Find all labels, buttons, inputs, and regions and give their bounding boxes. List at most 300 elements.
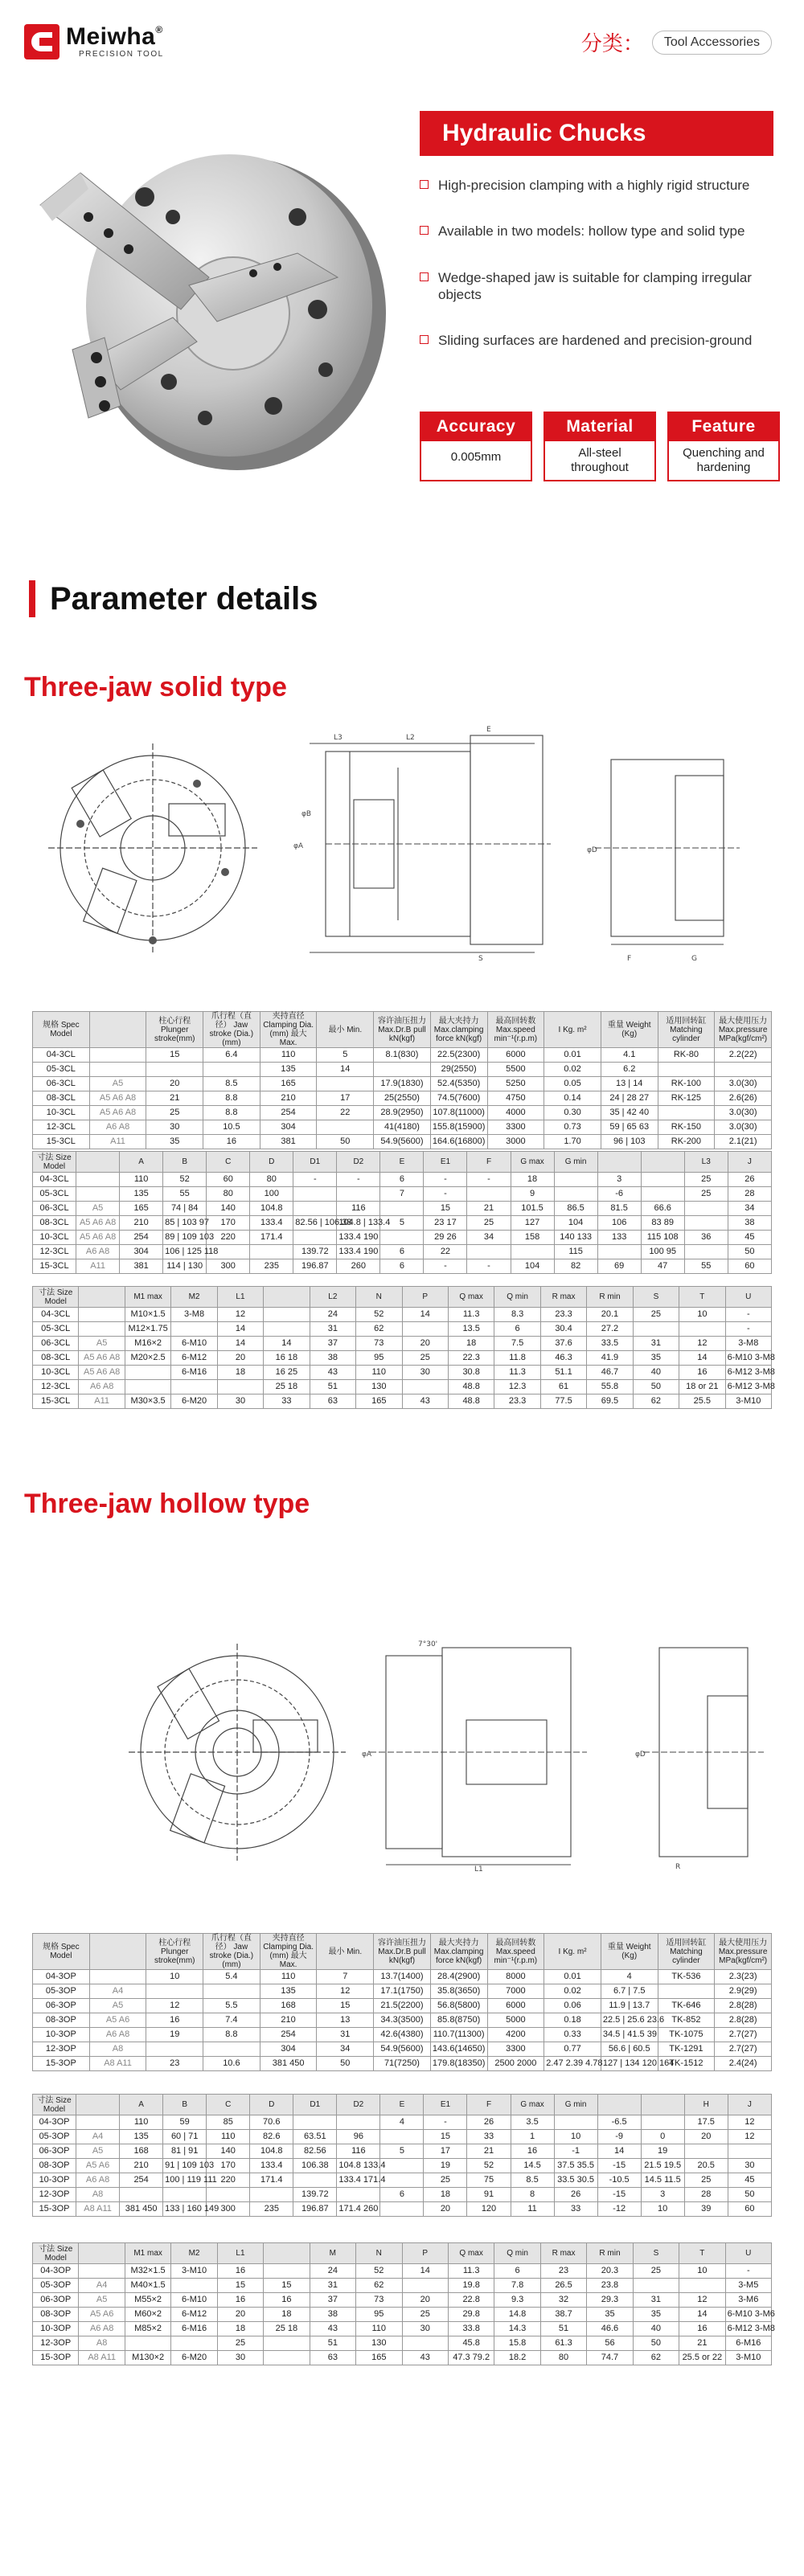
table-cell: 3-M10 [725,1394,771,1409]
table-cell: 34.5 | 41.5 39 [601,2028,658,2042]
table-cell: 50 [317,2057,374,2071]
table-cell: 12 [728,2115,771,2130]
table-cell: 0.02 [544,1984,601,1999]
table-cell [380,1231,424,1245]
table-cell: 52 [356,1308,402,1322]
table-cell: A8 A11 [89,2057,146,2071]
table-cell: 130 [356,1380,402,1394]
table-cell: 14.8 [494,2308,540,2322]
table-header-cell: U [725,2243,771,2264]
table-cell: 6-M12 [171,1351,217,1366]
table-cell: 2.6(26) [715,1091,772,1106]
table-cell [679,1322,725,1337]
table-cell: 16 [203,1135,260,1149]
table-cell: 4750 [487,1091,544,1106]
table-cell: 20 [684,2130,728,2144]
table-cell: 26 [728,1173,771,1187]
table-cell [380,2202,424,2217]
table-cell: 55.8 [587,1380,633,1394]
table-cell: 10 [679,2264,725,2279]
table-cell: 6 [380,1245,424,1259]
table-header-cell: D [250,1152,293,1173]
table-cell: 127 | 134 120 164 [601,2057,658,2071]
table-cell: 5 [380,2144,424,2159]
table-cell: 18 [448,1337,494,1351]
table-cell [467,1187,511,1202]
table-cell: 25.5 or 22 [679,2351,725,2365]
table-header-cell: P [402,1287,448,1308]
table-cell: 35 [633,1351,679,1366]
table-cell [171,1322,217,1337]
table-cell: 30.4 [540,1322,586,1337]
svg-text:L3: L3 [334,734,343,742]
table-cell: 35.8(3650) [430,1984,487,1999]
table-cell: 300 [207,2202,250,2217]
table-cell: 15 [317,1999,374,2013]
table-cell [89,1970,146,1984]
table-row [33,2264,772,2279]
table-cell: 16 [217,2293,263,2308]
table-cell: 135 [120,2130,163,2144]
table-cell: 12 [728,2130,771,2144]
table-cell [511,1245,554,1259]
table-header-cell: 最大使用压力 Max.pressure MPa(kgf/cm²) [715,1934,772,1970]
table-cell: 38.7 [540,2308,586,2322]
table-cell: 86.5 [554,1202,597,1216]
table-row [33,2130,772,2144]
table-row [33,2279,772,2293]
table-cell: 80 [250,1173,293,1187]
table-cell: 10-3CL [33,1231,76,1245]
table-cell: 6-M12 [171,2308,217,2322]
table-cell: 6-M10 [171,1337,217,1351]
table-cell: 51 [310,2336,355,2351]
table-header-cell: P [402,2243,448,2264]
table-cell: 1.70 [544,1135,601,1149]
table-cell: 05-3CL [33,1063,90,1077]
table-header-cell: G min [554,1152,597,1173]
table-cell: 16 [679,1366,725,1380]
table-cell: 15-3OP [33,2057,90,2071]
table-cell: A5 A6 A8 [76,1231,120,1245]
table-row [33,2028,772,2042]
table-cell: A5 A6 [89,2013,146,2028]
table-cell: 43 [402,1394,448,1409]
table-cell: 17.5 [684,2115,728,2130]
table-cell: M32×1.5 [125,2264,170,2279]
table-cell: A6 A8 [89,1120,146,1135]
table-row [33,1380,772,1394]
table-cell: 10.6 [203,2057,260,2071]
table-cell: 6-M10 3-M8 [725,1351,771,1366]
table-cell: 139.72 [293,1245,337,1259]
table-cell: 0.01 [544,1970,601,1984]
table-cell: 9 [511,1187,554,1202]
table-cell: 14 [402,2264,448,2279]
table-cell: 106 [597,1216,641,1231]
table-cell: 6.2 [601,1063,658,1077]
table-cell: 20 [217,1351,263,1366]
table-cell: - [725,1322,771,1337]
table-header-cell: 规格 Spec Model [33,1934,90,1970]
table-row [33,1351,772,1366]
table-cell: 08-3OP [33,2013,90,2028]
table-cell [715,1063,772,1077]
table-header-cell [79,1287,125,1308]
table-cell: RK-125 [658,1091,715,1106]
table-cell: -6 [597,1187,641,1202]
table-cell: 254 [120,2173,163,2188]
table-cell [633,2279,679,2293]
table-cell: 304 [120,1245,163,1259]
table-cell: 171.4 [250,2173,293,2188]
table-cell: 43 [310,1366,355,1380]
table-cell: 12-3OP [33,2188,76,2202]
table-cell: 50 [728,1245,771,1259]
table-cell: 104.8 [250,2144,293,2159]
table-cell [146,1984,203,1999]
heading-solid-type: Three-jaw solid type [24,672,287,702]
table-cell: 08-3CL [33,1351,79,1366]
table-cell: 43 [310,2322,355,2336]
table-cell: A6 A8 [76,2173,120,2188]
table-cell: 25 [402,2308,448,2322]
table-cell: 5 [380,1216,424,1231]
table-header-cell: R max [540,2243,586,2264]
badge-feature: Feature Quenching and hardening [667,412,780,481]
table-cell: 14 [264,1337,310,1351]
table-cell: 30 [146,1120,203,1135]
table-cell [293,1187,337,1202]
table-cell: 0.02 [544,1063,601,1077]
table-cell: 110 [356,2322,402,2336]
table-cell: 140 133 [554,1231,597,1245]
table-cell: 12 [317,1984,374,1999]
table-cell: 110 [260,1048,317,1063]
table-cell: 12-3CL [33,1120,90,1135]
table-cell: 11.3 [448,1308,494,1322]
table-cell: 100 [250,1187,293,1202]
table-header-cell: 柱心行程 Plunger stroke(mm) [146,1934,203,1970]
table-cell: 2.2(22) [715,1048,772,1063]
table-cell: 06-3CL [33,1202,76,1216]
table-cell: 28 [728,1187,771,1202]
table-cell [89,1048,146,1063]
table-cell: 30 [217,2351,263,2365]
table-header-cell: H [684,2095,728,2115]
table-cell: 61.3 [540,2336,586,2351]
table-cell [337,1187,380,1202]
table-header-cell: 重量 Weight (Kg) [601,1934,658,1970]
table-cell: -9 [597,2130,641,2144]
table-cell: 127 [511,1216,554,1231]
hollow-spec-table [32,1933,772,2071]
table-cell: 115 [554,1245,597,1259]
table-cell: 304 [260,1120,317,1135]
table-cell: 31 [633,2293,679,2308]
table-cell: 4 [380,2115,424,2130]
table-cell: 6-M16 [171,2322,217,2336]
table-cell: 10 [554,2130,597,2144]
table-cell: 3300 [487,2042,544,2057]
table-cell: 04-3CL [33,1308,79,1322]
hollow-rear-section-drawing [627,1632,788,1873]
table-cell [250,1245,293,1259]
table-cell [337,2115,380,2130]
table-cell: 110 [120,2115,163,2130]
table-cell: 46.6 [587,2322,633,2336]
table-cell: 25 [146,1106,203,1120]
table-cell: 139.72 [293,2188,337,2202]
table-cell: 70.6 [250,2115,293,2130]
table-cell: A11 [76,1259,120,1274]
table-cell: 0.73 [544,1120,601,1135]
table-cell: 45 [728,2173,771,2188]
svg-text:R: R [675,1863,681,1871]
table-cell: 62 [356,2279,402,2293]
table-cell: 164.6(16800) [430,1135,487,1149]
table-cell: 14 [679,2308,725,2322]
table-cell: M60×2 [125,2308,170,2322]
table-header-cell: R min [587,2243,633,2264]
table-cell: 20.5 [684,2159,728,2173]
table-cell: A5 [79,1337,125,1351]
table-cell: 40 [633,2322,679,2336]
table-cell [658,1063,715,1077]
table-cell: 63 [310,2351,355,2365]
table-cell: 168 [120,2144,163,2159]
table-cell: 22 [424,1245,467,1259]
table-cell: 8 [511,2188,554,2202]
table-cell: 12-3CL [33,1245,76,1259]
table-cell: 106 | 125 118 [163,1245,207,1259]
table-cell: 165 [260,1077,317,1091]
table-row [33,2351,772,2365]
table-cell [679,2279,725,2293]
table-header-cell [76,1152,120,1173]
table-header-cell [89,1012,146,1048]
table-cell: 29(2550) [430,1063,487,1077]
table-cell: 20 [424,2202,467,2217]
table-cell: 85 | 103 97 [163,1216,207,1231]
table-cell: 33 [264,1394,310,1409]
table-cell: 41(4180) [374,1120,431,1135]
table-cell [633,1322,679,1337]
table-cell: -1 [554,2144,597,2159]
table-cell: 6 [380,1173,424,1187]
table-cell: 39 [684,2202,728,2217]
table-cell: TK-536 [658,1970,715,1984]
table-cell [79,2264,125,2279]
table-cell [597,1245,641,1259]
table-cell [293,2173,337,2188]
table-header-cell: G max [511,1152,554,1173]
table-header-cell: A [120,2095,163,2115]
table-row [33,1077,772,1091]
table-cell: 110 [120,1173,163,1187]
table-cell: 51 [310,1380,355,1394]
table-cell: 59 | 65 63 [601,1120,658,1135]
table-cell: 16 25 [264,1366,310,1380]
table-cell: 6-M20 [171,2351,217,2365]
table-cell: 220 [207,2173,250,2188]
table-cell: 235 [250,1259,293,1274]
table-cell: 56.6 | 60.5 [601,2042,658,2057]
table-cell: M16×2 [125,1337,170,1351]
table-cell: 8.8 [203,1106,260,1120]
table-header-cell: 寸法 Size Model [33,1152,76,1173]
table-cell: A8 A11 [76,2202,120,2217]
table-cell: 20 [217,2308,263,2322]
table-cell: 5000 [487,2013,544,2028]
table-cell: 135 [260,1984,317,1999]
table-cell [171,2279,217,2293]
table-cell [264,1322,310,1337]
table-row [33,2042,772,2057]
table-cell: 50 [633,2336,679,2351]
table-cell [402,2336,448,2351]
table-cell: M30×3.5 [125,1394,170,1409]
heading-hollow-type: Three-jaw hollow type [24,1489,310,1519]
square-bullet-icon [420,335,429,344]
table-cell: 74.7 [587,2351,633,2365]
brand-name: Meiwha [66,23,156,50]
table-cell: 0.01 [544,1048,601,1063]
table-cell: TK-1291 [658,2042,715,2057]
table-cell: 17.1(1750) [374,1984,431,1999]
table-header-cell: C [207,1152,250,1173]
table-cell: 9.3 [494,2293,540,2308]
table-cell: 69 [597,1259,641,1274]
table-cell: 16 [511,2144,554,2159]
table-header-cell: G min [554,2095,597,2115]
table-cell: 15 [424,2130,467,2144]
table-cell: - [337,1173,380,1187]
table-cell [264,2351,310,2365]
table-row [33,1231,772,1245]
table-cell: 37 [310,1337,355,1351]
table-cell: 21 [467,2144,511,2159]
table-cell [264,1308,310,1322]
table-cell: 107.8(11000) [430,1106,487,1120]
table-cell: 6-M10 [171,2293,217,2308]
table-header-row [33,1152,772,1173]
table-cell: A4 [76,2130,120,2144]
table-row [33,2173,772,2188]
table-cell: 74 | 84 [163,1202,207,1216]
table-cell: RK-80 [658,1048,715,1063]
solid-rear-section-drawing [579,743,772,969]
table-cell: M55×2 [125,2293,170,2308]
svg-text:7°30': 7°30' [418,1640,438,1648]
table-header-cell: E1 [424,1152,467,1173]
table-cell: 5 [317,1048,374,1063]
table-cell: 3300 [487,1120,544,1135]
table-cell: 24 [310,1308,355,1322]
table-cell: 06-3OP [33,2144,76,2159]
table-cell: 25 [684,1173,728,1187]
table-cell: 133.4 190 [337,1231,380,1245]
table-cell: 10-3OP [33,2322,79,2336]
table-cell: 20 [146,1077,203,1091]
table-header-cell: 寸法 Size Model [33,2095,76,2115]
table-cell: 37.6 [540,1337,586,1351]
table-cell: TK-646 [658,1999,715,2013]
table-cell: 6-M16 [725,2336,771,2351]
table-header-cell [76,2095,120,2115]
table-cell: - [725,1308,771,1322]
table-cell: 0 [641,2130,684,2144]
table-cell [380,2130,424,2144]
table-cell: 05-3CL [33,1187,76,1202]
product-title: Hydraulic Chucks [420,111,773,156]
table-cell: 6-M16 [171,1366,217,1380]
table-cell: 3-M5 [725,2279,771,2293]
table-cell: 110 [356,1366,402,1380]
table-header-cell: 最高回转数 Max.speed min⁻¹(r.p.m) [487,1012,544,1048]
table-cell: 5.4 [203,1970,260,1984]
table-cell: 25 18 [264,2322,310,2336]
table-cell: 3000 [487,1135,544,1149]
table-cell: 3 [597,1173,641,1187]
table-cell: 11.3 [494,1366,540,1380]
table-cell: 14 [217,1337,263,1351]
table-cell: 19.8 [448,2279,494,2293]
table-header-cell: D [250,2095,293,2115]
table-cell: A8 [79,2336,125,2351]
svg-text:L1: L1 [474,1865,483,1874]
table-cell: 110.7(11300) [430,2028,487,2042]
table-header-cell: J [728,2095,771,2115]
table-cell: 25(2550) [374,1091,431,1106]
table-cell: - [725,2264,771,2279]
table-header-cell: T [679,2243,725,2264]
table-cell [264,2336,310,2351]
table-cell: 24 [310,2264,355,2279]
table-cell: 34 [467,1231,511,1245]
table-cell: 14 [217,1322,263,1337]
table-cell: 0.14 [544,1091,601,1106]
table-header-row [33,1287,772,1308]
table-cell: 73 [356,2293,402,2308]
table-header-cell: M2 [171,2243,217,2264]
table-header-cell: N [356,1287,402,1308]
table-cell: 6 [380,2188,424,2202]
table-cell [163,2188,207,2202]
table-cell: 24 | 28 27 [601,1091,658,1106]
table-cell: 29.3 [587,2293,633,2308]
brand-logo [24,24,164,59]
table-cell [641,1187,684,1202]
table-cell: 29 26 [424,1231,467,1245]
table-header-cell: 最小 Min. [317,1934,374,1970]
table-cell: 82.6 [250,2130,293,2144]
category-tag[interactable]: Tool Accessories [652,31,772,55]
table-header-cell: 容许油压扭力 Max.Dr.B pull kN(kgf) [374,1012,431,1048]
svg-text:φA: φA [362,1751,372,1759]
table-row [33,1106,772,1120]
table-cell [264,2264,310,2279]
table-cell: 304 [260,2042,317,2057]
table-cell: 14 [597,2144,641,2159]
table-cell [203,1984,260,1999]
table-cell: 6-M20 [171,1394,217,1409]
table-cell: 2.1(21) [715,1135,772,1149]
table-cell: 2.3(23) [715,1970,772,1984]
table-cell: 140 [207,2144,250,2159]
table-cell: 77.5 [540,1394,586,1409]
table-row [33,1259,772,1274]
